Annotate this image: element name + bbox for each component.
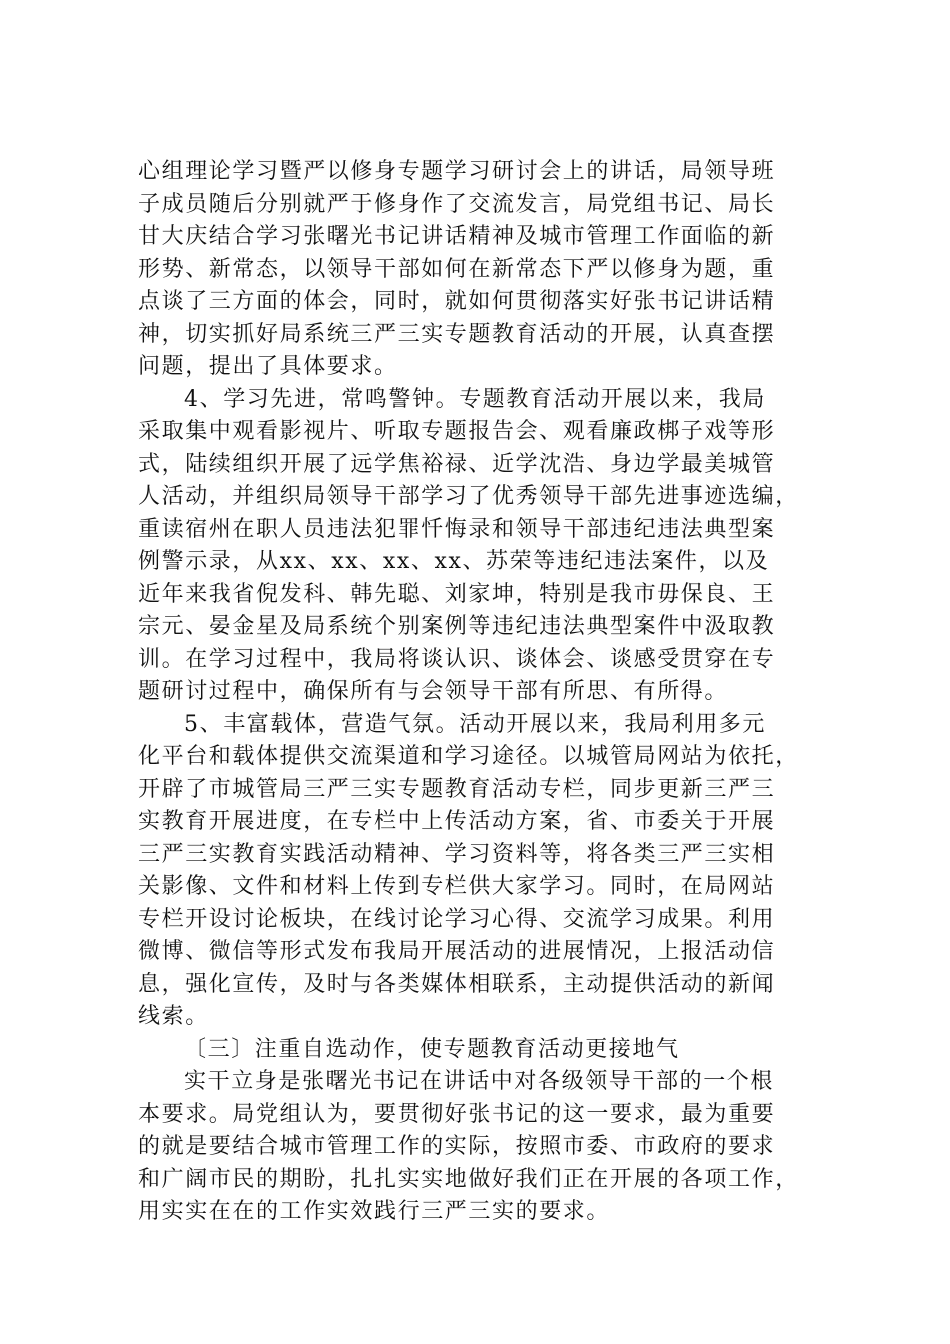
text-line: 微博、微信等形式发布我局开展活动的进展情况，上报活动信 (138, 939, 776, 964)
text-line: 题研讨过程中，确保所有与会领导干部有所思、有所得。 (138, 679, 729, 704)
text-line: 〔三〕注重自选动作，使专题教育活动更接地气 (184, 1036, 680, 1062)
text-line: 专栏开设讨论板块，在线讨论学习心得、交流学习成果。利用 (138, 906, 776, 932)
text-line: 5、丰富载体，营造气氛。活动开展以来，我局利用多元 (184, 711, 766, 737)
text-line: 重读宿州在职人员违法犯罪忏悔录和领导干部违纪违法典型案 (138, 516, 776, 542)
text-line: 和广阔市民的期盼，扎扎实实地做好我们正在开展的各项工作， (138, 1166, 799, 1192)
text-line: 形势、新常态，以领导干部如何在新常态下严以修身为题，重 (138, 256, 776, 282)
text-line: 宗元、晏金星及局系统个别案例等违纪违法典型案件中汲取教 (138, 614, 776, 639)
text-line: 子成员随后分别就严于修身作了交流发言，局党组书记、局长 (138, 191, 776, 217)
text-line: 甘大庆结合学习张曙光书记讲话精神及城市管理工作面临的新 (138, 224, 776, 249)
text-line: 人活动，并组织局领导干部学习了优秀领导干部先进事迹选编， (138, 484, 799, 509)
text-line: 的就是要结合城市管理工作的实际，按照市委、市政府的要求 (138, 1134, 776, 1159)
text-line: 用实实在在的工作实效践行三严三实的要求。 (138, 1199, 611, 1224)
text-line: 点谈了三方面的体会，同时，就如何贯彻落实好张书记讲话精 (138, 289, 776, 314)
text-line: 线索。 (138, 1004, 209, 1029)
text-line: 例警示录，从xx、xx、xx、xx、苏荣等违纪违法案件，以及 (138, 549, 770, 574)
text-line: 本要求。局党组认为，要贯彻好张书记的这一要求，最为重要 (138, 1101, 776, 1127)
text-line: 采取集中观看影视片、听取专题报告会、观看廉政梆子戏等形 (138, 419, 776, 444)
text-line: 式，陆续组织开展了远学焦裕禄、近学沈浩、身边学最美城管 (138, 451, 776, 477)
text-line: 4、学习先进，常鸣警钟。专题教育活动开展以来，我局 (184, 386, 766, 412)
text-line: 实干立身是张曙光书记在讲话中对各级领导干部的一个根 (184, 1069, 775, 1094)
text-line: 训。在学习过程中，我局将谈认识、谈体会、谈感受贯穿在专 (138, 646, 776, 672)
text-line: 心组理论学习暨严以修身专题学习研讨会上的讲话，局领导班 (138, 159, 776, 184)
text-line: 实教育开展进度，在专栏中上传活动方案，省、市委关于开展 (138, 809, 776, 834)
text-line: 化平台和载体提供交流渠道和学习途径。以城管局网站为依托， (138, 744, 799, 769)
text-line: 关影像、文件和材料上传到专栏供大家学习。同时，在局网站 (138, 874, 776, 899)
text-line: 问题，提出了具体要求。 (138, 354, 398, 379)
text-line: 开辟了市城管局三严三实专题教育活动专栏，同步更新三严三 (138, 776, 776, 802)
text-line: 近年来我省倪发科、韩先聪、刘家坤，特别是我市毋保良、王 (138, 581, 776, 607)
text-line: 息，强化宣传，及时与各类媒体相联系，主动提供活动的新闻 (138, 971, 776, 997)
text-line: 三严三实教育实践活动精神、学习资料等，将各类三严三实相 (138, 841, 776, 867)
text-line: 神，切实抓好局系统三严三实专题教育活动的开展，认真查摆 (138, 321, 776, 347)
body-text (138, 156, 838, 1229)
